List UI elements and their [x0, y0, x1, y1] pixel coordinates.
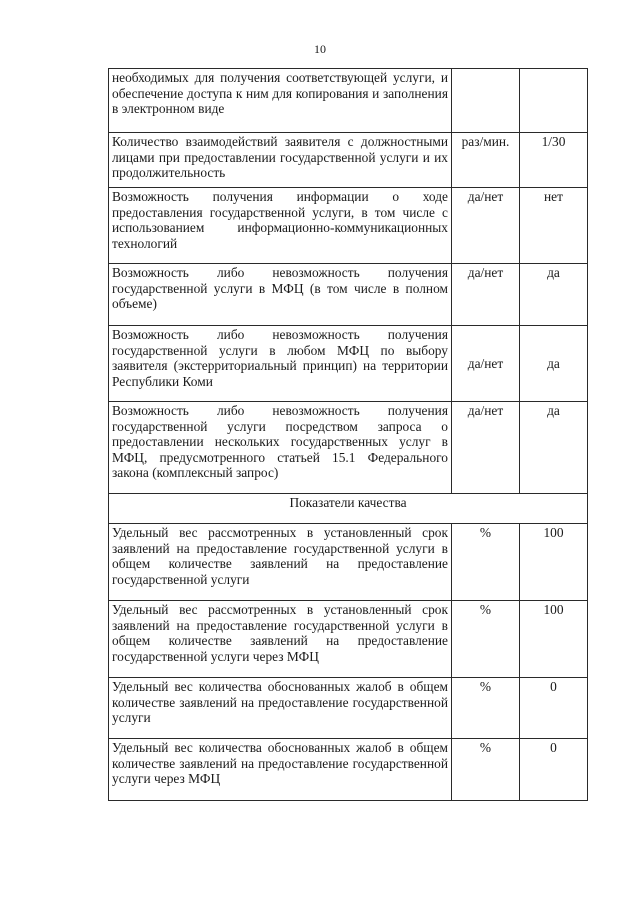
- section-title: Показатели качества: [109, 494, 588, 524]
- indicator-value: 0: [520, 678, 588, 739]
- indicator-value: 100: [520, 601, 588, 678]
- indicator-unit: да/нет: [452, 326, 520, 402]
- table-row: [109, 69, 588, 133]
- indicator-description: Удельный вес рассмотренных в установленный срок заявлений на предоставление государственной услуги в общем количестве заявлений на предоставление государственной услуги через МФЦ: [109, 601, 452, 678]
- table-row: [109, 402, 588, 494]
- indicator-unit: %: [452, 524, 520, 601]
- indicators-table: [108, 68, 588, 801]
- page-number: 10: [314, 42, 326, 56]
- indicator-unit: %: [452, 601, 520, 678]
- table-row: [109, 264, 588, 326]
- table-row: [109, 601, 588, 678]
- indicator-description: необходимых для получения соответствующей услуги, и обеспечение доступа к ним для копирования и заполнения в электронном виде: [109, 69, 452, 133]
- table-row: [109, 133, 588, 188]
- quality-section-header: [109, 494, 588, 524]
- indicator-value: да: [520, 402, 588, 494]
- indicator-value: 0: [520, 739, 588, 801]
- indicators-table-body: [109, 69, 588, 494]
- indicator-unit: да/нет: [452, 264, 520, 326]
- table-row: [109, 739, 588, 801]
- indicator-value: да: [520, 326, 588, 402]
- indicator-description: Возможность получения информации о ходе предоставления государственной услуги, в том числе с использованием информационно-коммуникационных технологий: [109, 188, 452, 264]
- indicator-description: Удельный вес количества обоснованных жалоб в общем количестве заявлений на предоставление государственной услуги: [109, 678, 452, 739]
- indicator-unit: раз/мин.: [452, 133, 520, 188]
- indicator-value: 100: [520, 524, 588, 601]
- indicator-unit: %: [452, 739, 520, 801]
- indicator-value: да: [520, 264, 588, 326]
- indicator-description: Удельный вес рассмотренных в установленный срок заявлений на предоставление государственной услуги в общем количестве заявлений на предоставление государственной услуги: [109, 524, 452, 601]
- indicator-description: Удельный вес количества обоснованных жалоб в общем количестве заявлений на предоставление государственной услуги через МФЦ: [109, 739, 452, 801]
- indicator-unit: да/нет: [452, 402, 520, 494]
- indicator-description: Возможность либо невозможность получения государственной услуги в любом МФЦ по выбору заявителя (экстерриториальный принцип) на территории Республики Коми: [109, 326, 452, 402]
- table-row: [109, 524, 588, 601]
- quality-table-body: [109, 524, 588, 801]
- indicator-value: [520, 69, 588, 133]
- table-row: [109, 678, 588, 739]
- section-row: [109, 494, 588, 524]
- indicator-unit: %: [452, 678, 520, 739]
- indicator-description: Количество взаимодействий заявителя с должностными лицами при предоставлении государственной услуги и их продолжительность: [109, 133, 452, 188]
- indicator-description: Возможность либо невозможность получения государственной услуги в МФЦ (в том числе в полном объеме): [109, 264, 452, 326]
- indicator-value: 1/30: [520, 133, 588, 188]
- indicator-description: Возможность либо невозможность получения государственной услуги посредством запроса о предоставлении нескольких государственных услуг в МФЦ, предусмотренного статьей 15.1 Федерального закона (комплексный запрос): [109, 402, 452, 494]
- table-row: [109, 326, 588, 402]
- indicator-unit: [452, 69, 520, 133]
- table-row: [109, 188, 588, 264]
- indicator-value: нет: [520, 188, 588, 264]
- indicator-unit: да/нет: [452, 188, 520, 264]
